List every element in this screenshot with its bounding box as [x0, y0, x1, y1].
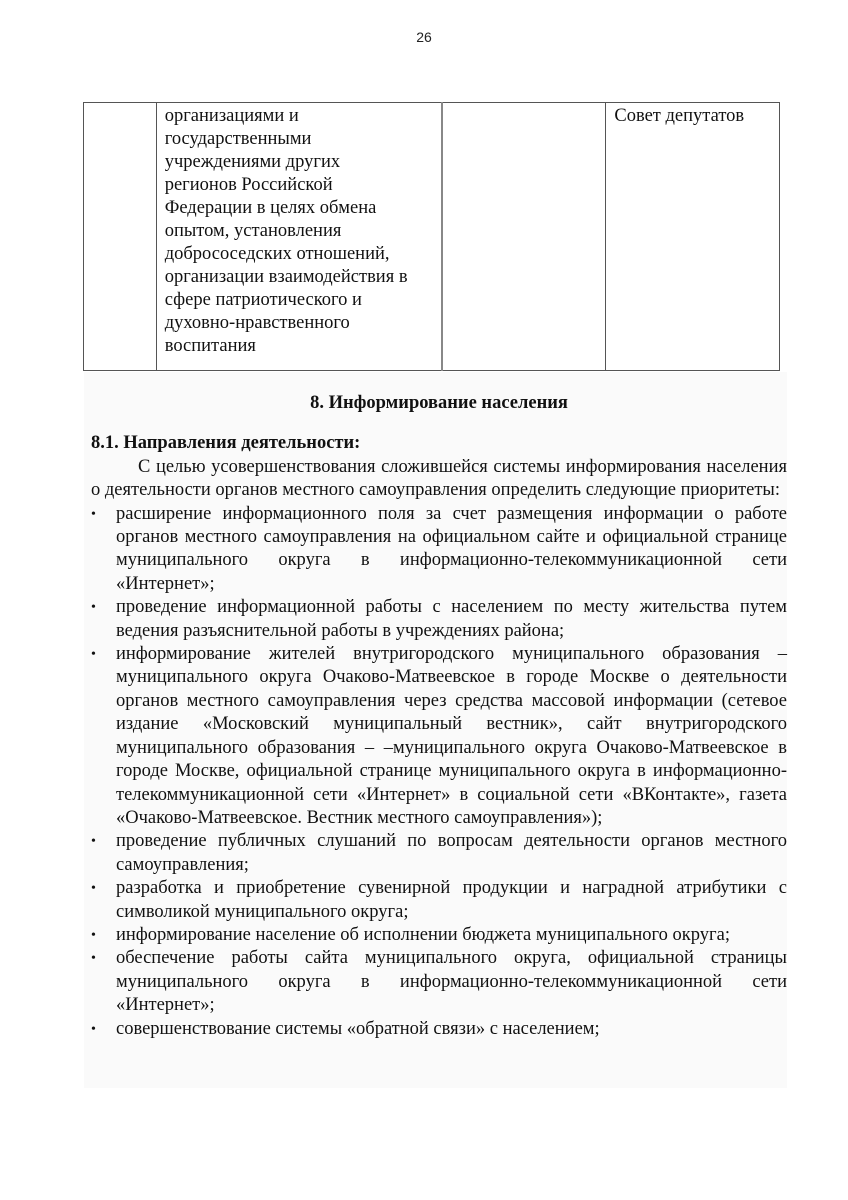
cell-line: сфере патриотического и [164, 290, 362, 310]
cell-line: воспитания [164, 336, 256, 356]
bullet-icon: • [91, 506, 96, 522]
cell-line: духовно-нравственного [164, 313, 350, 333]
list-item [91, 924, 787, 947]
table-row [84, 103, 780, 371]
cell-line: добрососедских отношений, [164, 244, 390, 264]
section-content [91, 392, 787, 1041]
cell-line: организации взаимодействия в [164, 267, 408, 287]
list-item-text: проведение информационной работы с населением по месту жительства путем ведения разъяснительной работы в учреждениях района; [116, 597, 787, 641]
bullet-icon: • [91, 881, 96, 897]
list-item-text: информирование жителей внутригородского муниципального образования – муниципального округа Очаково-Матвеевское в городе Москве о деятельности органов местного самоуправления через средства массовой информации (сетевое издание «Московский муниципальный вестник», сайт внутригородского муниципального образования – –муниципального округа Очаково-Матвеевское в городе Москве, официальной странице муниципального округа в информационно-телекоммуникационной сети «Интернет» в социальной сети «ВКонтакте», газета «Очаково-Матвеевское. Вестник местного самоуправления»); [116, 644, 787, 828]
table-cell-deadline [442, 103, 606, 371]
page-number: 26 [416, 29, 432, 45]
list-item-text: обеспечение работы сайта муниципального округа, официальной страницы муниципального округа в информационно-телекоммуникационной сети «Интернет»; [116, 948, 787, 1016]
bullet-icon: • [91, 951, 96, 967]
table-cell-responsible: Совет депутатов [606, 103, 780, 371]
list-item-text: совершенствование системы «обратной связи» с населением; [116, 1018, 600, 1039]
section-title: 8. Информирование населения [310, 393, 568, 413]
bullet-icon: • [91, 647, 96, 663]
bullet-icon: • [91, 1021, 96, 1037]
list-item [91, 1018, 787, 1041]
list-item-text: информирование население об исполнении бюджета муниципального округа; [116, 924, 730, 945]
list-item [91, 643, 787, 830]
subsection-title: 8.1. Направления деятельности: [91, 433, 361, 454]
cell-line: организациями и [164, 106, 299, 126]
list-item-text: расширение информационного поля за счет размещения информации о работе органов местного самоуправления на официальном сайте и официальной странице муниципального округа в информационно-телекоммуникационной сети «Интернет»; [116, 503, 787, 594]
cell-line: опытом, установления [164, 221, 342, 241]
table-cell-number [84, 103, 157, 371]
cell-line: государственными [164, 129, 312, 149]
list-item [91, 877, 787, 924]
continued-table [83, 102, 780, 371]
cell-line: регионов Российской [164, 175, 333, 195]
list-item-text: проведение публичных слушаний по вопросам деятельности органов местного самоуправления; [116, 831, 787, 875]
list-item [91, 947, 787, 1017]
list-item [91, 830, 787, 877]
intro-paragraph: С целью усовершенствования сложившейся системы информирования населения о деятельности органов местного самоуправления определить следующие приоритеты: [91, 456, 787, 501]
table-cell-activity [156, 103, 442, 371]
bullet-icon: • [91, 600, 96, 616]
cell-line: Федерации в целях обмена [164, 198, 377, 218]
list-item-text: разработка и приобретение сувенирной продукции и наградной атрибутики с символикой муниципального округа; [116, 878, 787, 922]
cell-line: учреждениями других [164, 152, 341, 172]
bullet-icon: • [91, 927, 96, 943]
priority-list [91, 503, 787, 1041]
list-item [91, 503, 787, 597]
bullet-icon: • [91, 834, 96, 850]
list-item [91, 596, 787, 643]
